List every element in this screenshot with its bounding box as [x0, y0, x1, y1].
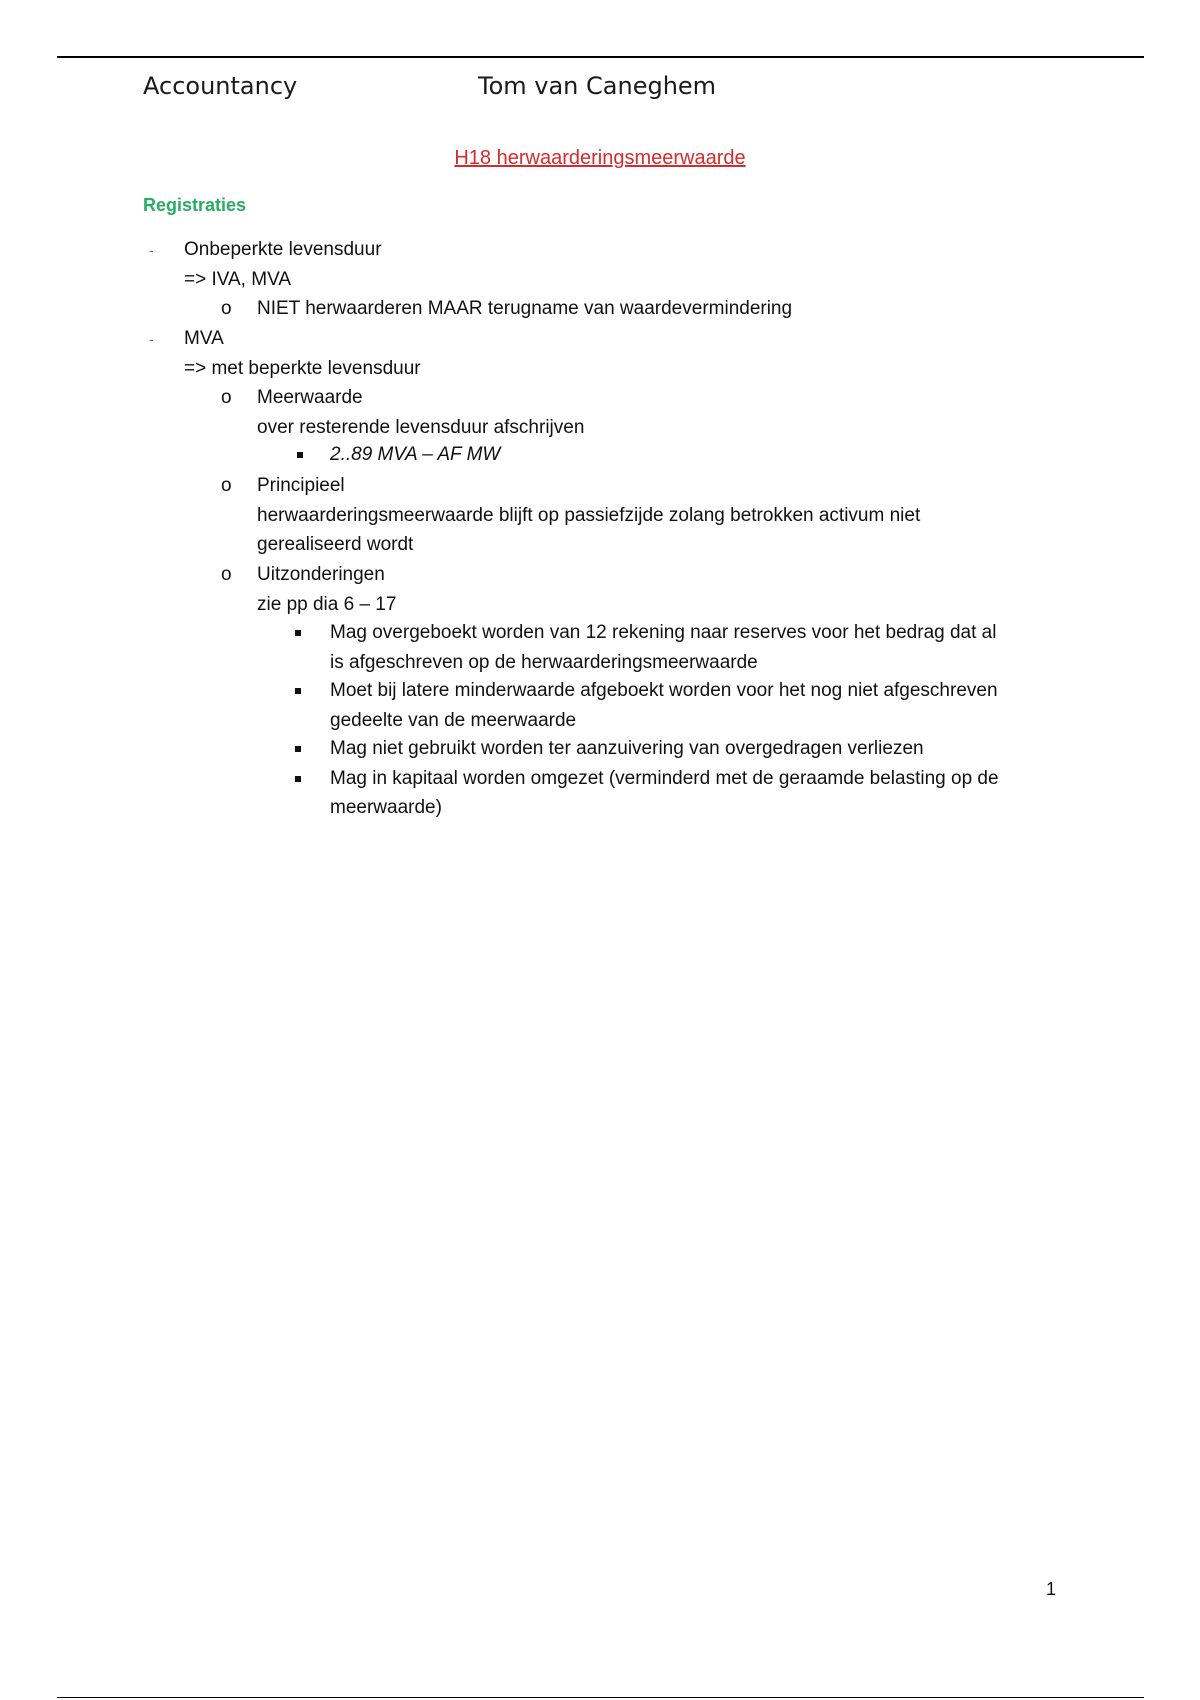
list-item: Uitzonderingen [257, 564, 385, 585]
list-item-note: over resterende levensduur afschrijven [257, 417, 585, 438]
list-item-continuation: gedeelte van de meerwaarde [330, 710, 577, 731]
list-item-note: => met beperkte levensduur [184, 358, 421, 379]
circle-bullet: o [221, 564, 232, 585]
list-item: Mag overgeboekt worden van 12 rekening naar reserves voor het bedrag dat al [330, 622, 997, 643]
list-item-continuation: is afgeschreven op de herwaarderingsmeerwaarde [330, 652, 758, 673]
list-item-note: zie pp dia 6 – 17 [257, 594, 397, 615]
list-item: 2..89 MVA – AF MW [330, 444, 501, 465]
list-item: Principieel [257, 475, 345, 496]
square-bullet [295, 746, 301, 752]
circle-bullet: o [221, 475, 232, 496]
document-title: H18 herwaarderingsmeerwaarde [454, 147, 746, 169]
list-item: Moet bij latere minderwaarde afgeboekt worden voor het nog niet afgeschreven [330, 680, 998, 701]
author-name: Tom van Caneghem [478, 72, 717, 100]
circle-bullet: o [221, 298, 232, 319]
dash-bullet: - [149, 331, 154, 347]
header-rule [57, 56, 1144, 58]
footer-rule [57, 1697, 1144, 1698]
list-item: Mag niet gebruikt worden ter aanzuivering van overgedragen verliezen [330, 738, 924, 759]
square-bullet [295, 776, 301, 782]
list-item: Mag in kapitaal worden omgezet (verminderd met de geraamde belasting op de [330, 768, 999, 789]
page-number: 1 [1046, 1579, 1057, 1599]
list-item-continuation: meerwaarde) [330, 797, 442, 818]
list-item: MVA [184, 328, 224, 349]
list-item: Onbeperkte levensduur [184, 239, 382, 260]
square-bullet [295, 688, 301, 694]
circle-bullet: o [221, 387, 232, 408]
course-name: Accountancy [143, 72, 298, 100]
list-item-note: gerealiseerd wordt [257, 534, 414, 555]
list-item-note: herwaarderingsmeerwaarde blijft op passiefzijde zolang betrokken activum niet [257, 505, 921, 526]
section-heading: Registraties [143, 195, 247, 215]
dash-bullet: - [149, 242, 154, 258]
list-item: NIET herwaarderen MAAR terugname van waardevermindering [257, 298, 793, 319]
list-item-note: => IVA, MVA [184, 269, 292, 290]
square-bullet [297, 452, 303, 458]
square-bullet [295, 630, 301, 636]
list-item: Meerwaarde [257, 387, 363, 408]
